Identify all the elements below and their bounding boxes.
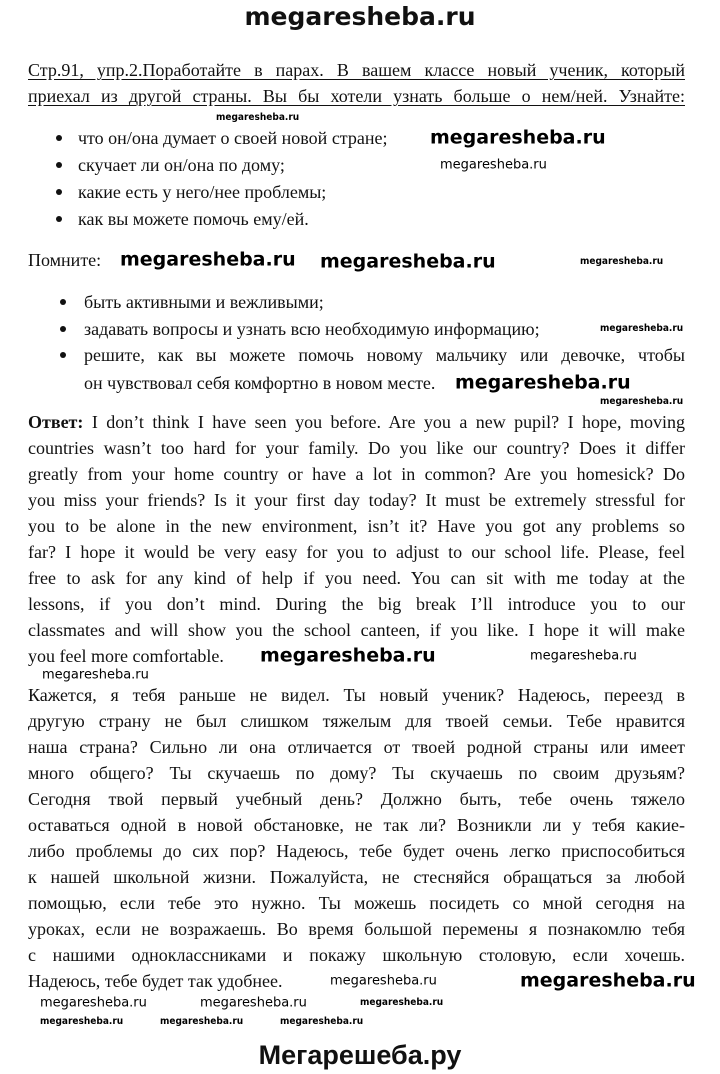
task-bullet: какие есть у него/нее проблемы; — [78, 182, 327, 202]
translation-line: оставаться одной в новой обстановке, не так ли? Возникли ли у тебя какие- — [28, 815, 685, 835]
task-bullet: что он/она думает о своей новой стране; — [78, 128, 388, 148]
answer-line: you miss your friends? Is it your first day today? It must be extremely stressful for — [28, 490, 685, 510]
watermark: megaresheba.ru — [600, 396, 684, 407]
translation-line: Кажется, я тебя раньше не видел. Ты новый ученик? Надеюсь, переезд в — [28, 685, 685, 705]
remember-bullet: задавать вопросы и узнать всю необходимую информацию; — [84, 319, 540, 339]
watermark: megaresheba.ru — [260, 644, 436, 667]
watermark: megaresheba.ru — [40, 1016, 124, 1027]
remember-bullet-continuation: он чувствовал себя комфортно в новом месте. — [84, 373, 436, 393]
answer-text: I don’t think I have seen you before. Are you a new pupil? I hope, moving — [83, 412, 685, 432]
answer-line — [28, 411, 685, 433]
translation-line: Надеюсь, тебе будет так удобнее. — [28, 971, 283, 991]
task-heading-line-1: Стр.91, упр.2.Поработайте в парах. В вашем классе новый ученик, который — [28, 60, 685, 80]
bullet-icon — [56, 189, 62, 195]
watermark: megaresheba.ru — [160, 1016, 244, 1027]
bullet-icon — [56, 135, 62, 141]
watermark: megaresheba.ru — [580, 256, 664, 267]
watermark: megaresheba.ru — [320, 250, 496, 273]
bullet-icon — [56, 162, 62, 168]
bullet-icon — [56, 216, 62, 222]
answer-line: far? I hope it would be very easy for you to adjust to our school life. Please, feel — [28, 542, 685, 562]
translation-line: либо проблемы до сих пор? Надеюсь, тебе будет очень легко приспособиться — [28, 841, 685, 861]
translation-line: много общего? Ты скучаешь по дому? Ты скучаешь по своим друзьям? — [28, 763, 685, 783]
watermark: megaresheba.ru — [216, 112, 300, 123]
watermark: megaresheba.ru — [330, 973, 437, 989]
watermark: megaresheba.ru — [455, 371, 631, 394]
footer-watermark: Мегарешеба.ру — [258, 1040, 462, 1070]
answer-line: lessons, if you don’t mind. During the big break I’ll introduce you to our — [28, 594, 685, 614]
answer-label: Ответ: — [28, 412, 84, 432]
watermark: megaresheba.ru — [600, 323, 684, 334]
translation-line: другую страну не был слишком тяжелым для твоей семьи. Тебе нравится — [28, 711, 685, 731]
watermark: megaresheba.ru — [40, 995, 147, 1011]
task-bullet: скучает ли он/она по дому; — [78, 155, 285, 175]
watermark: megaresheba.ru — [440, 157, 547, 173]
watermark: megaresheba.ru — [430, 126, 606, 149]
translation-line: с нашими одноклассниками и покажу школьную столовую, если хочешь. — [28, 945, 685, 965]
answer-line: countries wasn’t too hard for your family. Do you like our country? Does it differ — [28, 438, 685, 458]
watermark: megaresheba.ru — [120, 248, 296, 271]
remember-bullet: решите, как вы можете помочь новому мальчику или девочке, чтобы — [84, 345, 685, 365]
remember-bullet: быть активными и вежливыми; — [84, 292, 324, 312]
task-heading-line-2: приехал из другой страны. Вы бы хотели узнать больше о нем/ней. Узнайте: — [28, 86, 685, 106]
watermark: megaresheba.ru — [360, 997, 444, 1008]
answer-line: you to be alone in the new environment, isn’t it? Have you got any problems so — [28, 516, 685, 536]
watermark: megaresheba.ru — [280, 1016, 364, 1027]
translation-line: уроках, если не возражаешь. Во время большой перемены я познакомлю тебя — [28, 919, 685, 939]
bullet-icon — [60, 352, 66, 358]
answer-line: greatly from your home country or have a lot in common? Are you homesick? Do — [28, 464, 685, 484]
bullet-icon — [60, 326, 66, 332]
translation-line: к нашей школьной жизни. Пожалуйста, не стесняйся обращаться за любой — [28, 867, 685, 887]
answer-line: you feel more comfortable. — [28, 646, 224, 666]
watermark: megaresheba.ru — [530, 648, 637, 664]
watermark: megaresheba.ru — [200, 995, 307, 1011]
watermark: megaresheba.ru — [42, 667, 149, 683]
task-bullet: как вы можете помочь ему/ей. — [78, 209, 309, 229]
remember-label: Помните: — [28, 250, 102, 270]
answer-line: free to ask for any kind of help if you need. You can sit with me today at the — [28, 568, 685, 588]
translation-line: Сегодня твой первый учебный день? Должно быть, тебе очень тяжело — [28, 789, 685, 809]
bullet-icon — [60, 299, 66, 305]
header-watermark: megaresheba.ru — [244, 2, 476, 31]
translation-line: наша страна? Сильно ли она отличается от твоей родной страны или имеет — [28, 737, 685, 757]
translation-line: помощью, если тебе это нужно. Ты можешь посидеть со мной сегодня на — [28, 893, 685, 913]
watermark: megaresheba.ru — [520, 969, 696, 992]
answer-line: classmates and will show you the school canteen, if you like. I hope it will make — [28, 620, 685, 640]
